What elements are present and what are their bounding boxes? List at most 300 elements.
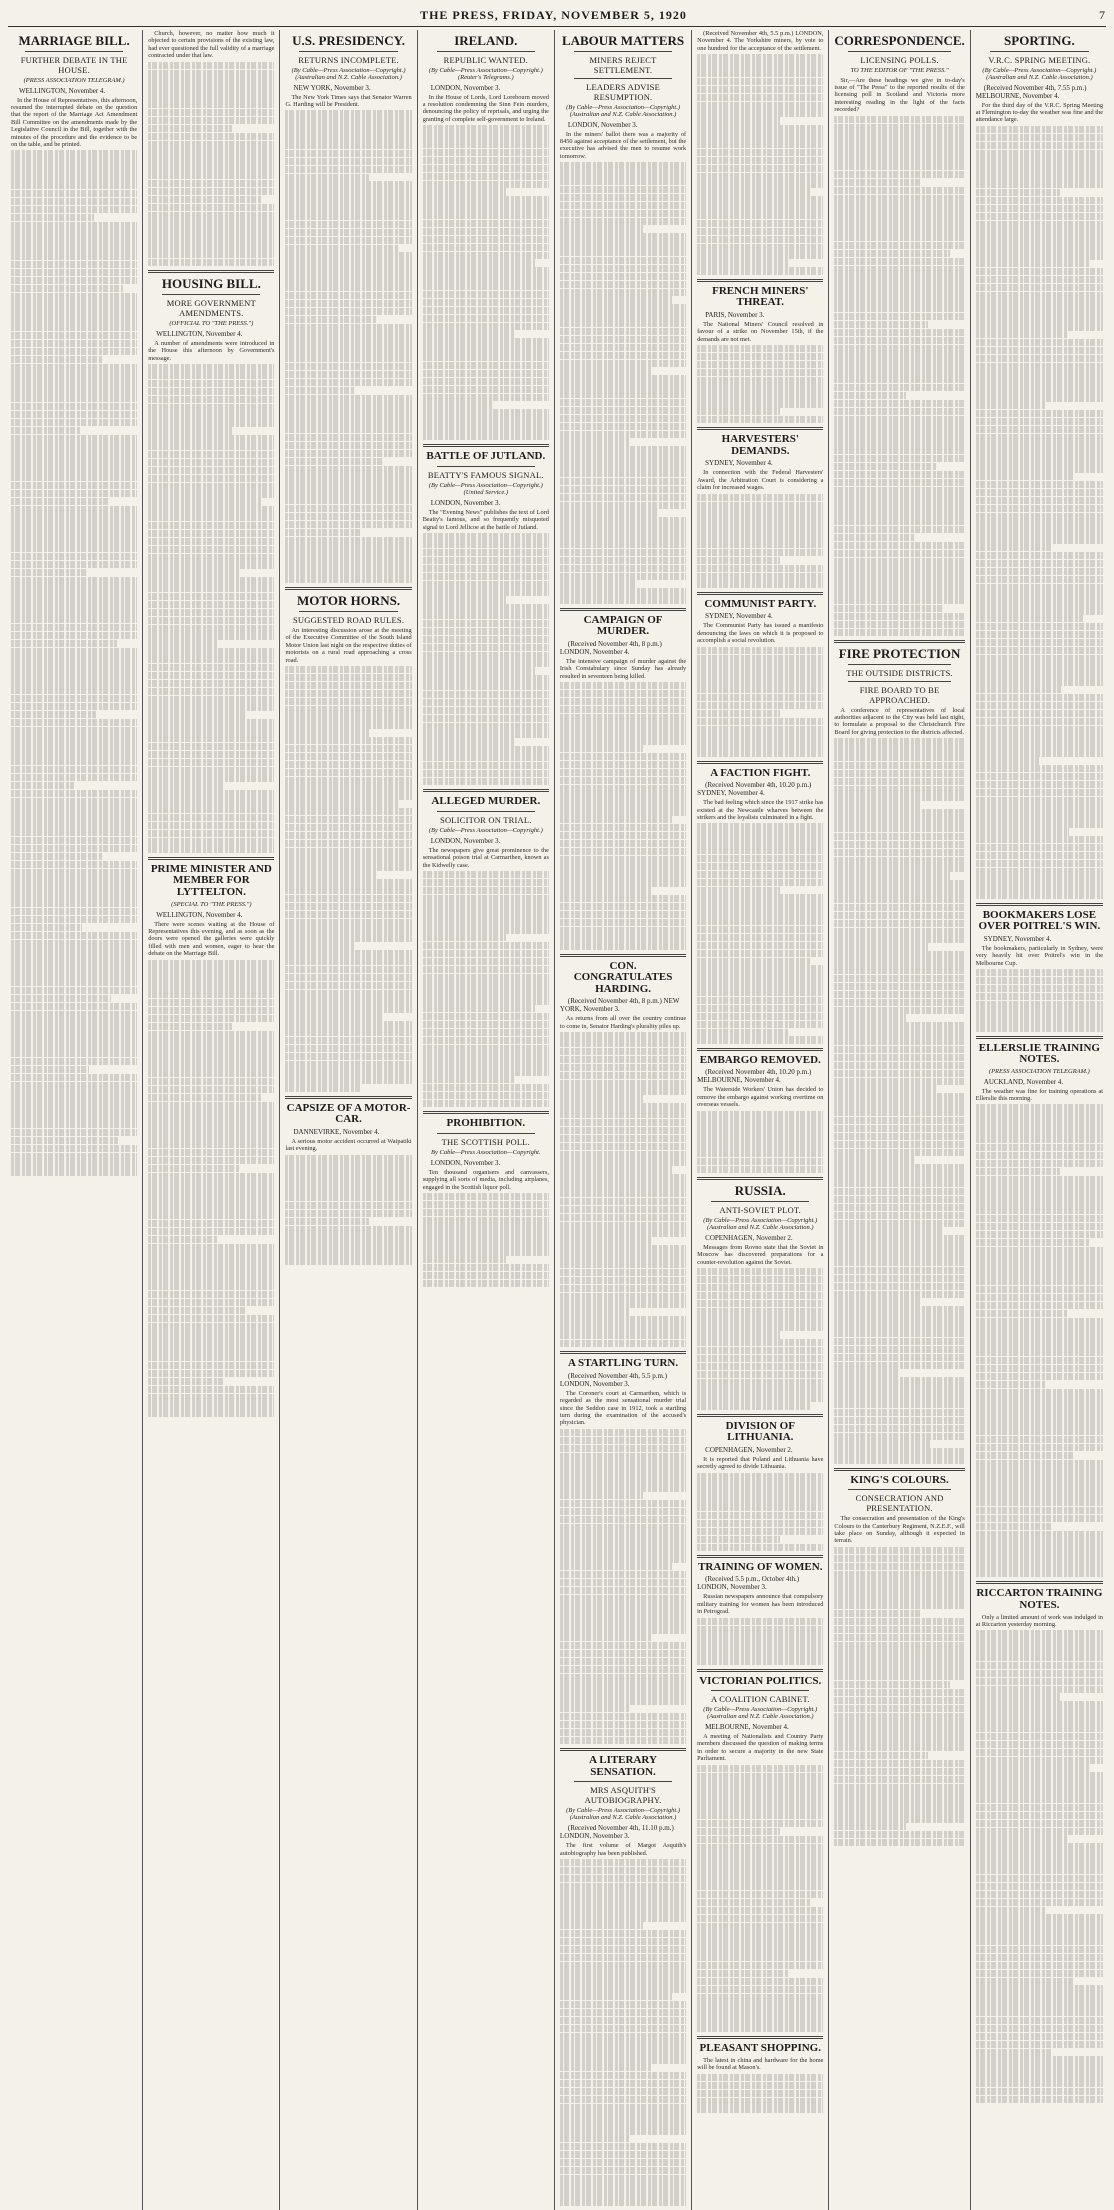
columns (6, 30, 1108, 2072)
text-line (976, 2033, 1103, 2040)
text-line (560, 549, 686, 556)
text-line (285, 698, 411, 705)
article-dateline: LONDON, November 3. (567, 120, 638, 129)
text-line (148, 688, 274, 695)
text-line (560, 1859, 686, 1866)
text-line (697, 125, 823, 132)
article-separator (697, 761, 823, 764)
article-separator (697, 427, 823, 430)
article-body: The Waterside Workers' Union has decided to remove the embargo against working overtime on overseas vessels. (697, 1086, 824, 1109)
article-source: (By Cable—Press Association—Copyright.) (Australian and N.Z. Cable Association.) (566, 1807, 680, 1822)
text-line (148, 1267, 274, 1274)
text-line (423, 533, 549, 540)
text-line (148, 1133, 274, 1140)
text-line (560, 690, 686, 697)
text-line (834, 1456, 964, 1463)
article-source: (By Cable—Press Association—Copyright.) (Australian and N.Z. Cable Association.) (982, 66, 1097, 81)
text-line (11, 845, 137, 852)
text-line (148, 1338, 274, 1345)
text-line (976, 812, 1103, 819)
text-line (834, 1555, 964, 1562)
text-line (285, 379, 411, 386)
text-line (423, 1232, 549, 1239)
text-line (148, 577, 274, 584)
text-line (697, 1111, 823, 1118)
article-headline: FRENCH MINERS' THREAT. (712, 284, 809, 309)
article-dateline: LONDON, November 3. (430, 1158, 501, 1167)
text-line (976, 1701, 1103, 1708)
text-line (148, 498, 260, 505)
text-line (560, 1954, 686, 1961)
text-line (697, 1150, 823, 1157)
text-line (11, 995, 111, 1002)
text-line (11, 1168, 137, 1175)
text-line (697, 934, 823, 941)
text-line (697, 1284, 823, 1291)
text-line (834, 163, 964, 170)
text-line (560, 1214, 686, 1221)
article-subhead: MINERS REJECT SETTLEMENT. (589, 54, 657, 75)
text-line (285, 1005, 411, 1012)
article-headline: EMBARGO REMOVED. (699, 1053, 821, 1066)
text-line (560, 273, 686, 280)
text-line (834, 518, 964, 525)
text-line (834, 975, 964, 982)
text-line (285, 919, 411, 926)
text-line (285, 497, 411, 504)
text-line (11, 1074, 137, 1081)
text-line (834, 400, 964, 407)
text-line (11, 577, 137, 584)
text-line (423, 1092, 549, 1099)
text-line (11, 632, 137, 639)
text-line (834, 1823, 906, 1830)
text-line (148, 109, 274, 116)
text-line (285, 410, 411, 417)
divider (711, 1690, 809, 1691)
text-line (834, 1385, 964, 1392)
text-line (423, 425, 549, 432)
text-line (976, 1538, 1103, 1545)
text-line (834, 1417, 964, 1424)
article-headline: ELLERSLIE TRAINING NOTES. (978, 1041, 1100, 1066)
text-line (697, 236, 823, 243)
text-line (976, 426, 1103, 433)
text-line (834, 809, 964, 816)
text-line (11, 861, 137, 868)
text-line (560, 729, 686, 736)
text-line (560, 1476, 686, 1483)
article-subhead: SUGGESTED ROAD RULES. (292, 615, 405, 626)
text-line (976, 1152, 1103, 1159)
text-line (285, 1186, 411, 1193)
article (560, 961, 686, 1355)
text-line (560, 1713, 686, 1720)
text-line (148, 196, 260, 203)
text-line (834, 1649, 964, 1656)
text-line (285, 268, 411, 275)
text-line (976, 969, 1103, 976)
text-line (148, 1346, 274, 1353)
text-line (976, 2088, 1103, 2095)
column-6 (692, 30, 829, 2210)
text-line (148, 1394, 274, 1401)
text-line (148, 782, 225, 789)
text-line (834, 1831, 964, 1838)
text-line (697, 702, 823, 709)
text-line (976, 1302, 1103, 1309)
text-line (697, 1276, 823, 1283)
text-line (148, 411, 274, 418)
text-line (11, 214, 94, 221)
text-line (11, 813, 137, 820)
text-line (697, 678, 823, 685)
text-line (560, 186, 686, 193)
text-line (560, 210, 686, 217)
text-line (148, 719, 274, 726)
text-line (834, 266, 964, 273)
text-line (11, 750, 137, 757)
text-line (976, 1922, 1103, 1929)
article-headline: PLEASANT SHOPPING. (699, 2042, 821, 2055)
text-line (834, 1188, 964, 1195)
text-line (834, 1839, 964, 1846)
text-line (11, 979, 137, 986)
text-line (11, 869, 137, 876)
article (697, 1055, 823, 1180)
text-line (423, 1272, 549, 1279)
text-line (697, 109, 823, 116)
text-line (976, 252, 1103, 259)
divider (574, 78, 672, 79)
article-headline: BATTLE OF JUTLAND. (426, 450, 546, 463)
text-line (11, 884, 137, 891)
text-line (976, 292, 1103, 299)
text-line (976, 868, 1103, 875)
text-line (423, 942, 549, 949)
text-line (285, 1218, 368, 1225)
text-line (423, 125, 549, 132)
text-line (423, 778, 549, 785)
text-line (697, 525, 823, 532)
text-line (423, 573, 549, 580)
text-line (834, 746, 964, 753)
article-subhead: REPUBLIC WANTED. (443, 54, 528, 65)
text-line (148, 1228, 274, 1235)
text-line (976, 1144, 1103, 1151)
text-line (11, 442, 137, 449)
text-line (976, 126, 1103, 133)
text-line (834, 857, 964, 864)
article-dateline: SYDNEY, November 4. (983, 934, 1052, 943)
text-line (976, 1247, 1103, 1254)
text-line (148, 617, 274, 624)
text-line (560, 233, 686, 240)
text-line (697, 1970, 788, 1977)
text-line (834, 1689, 964, 1696)
text-line (560, 2182, 686, 2189)
text-line (423, 707, 549, 714)
text-line (697, 267, 823, 274)
article-source: (PRESS ASSOCIATION TELEGRAM.) (23, 76, 125, 84)
text-line (285, 276, 411, 283)
text-line (976, 2056, 1103, 2063)
article-dateline: AUCKLAND, November 4. (983, 1077, 1064, 1086)
text-line (976, 1357, 1103, 1364)
article-text-lines (560, 1429, 686, 1744)
text-line (834, 1799, 964, 1806)
text-line (976, 1467, 1103, 1474)
text-line (976, 1954, 1103, 1961)
text-line (148, 1386, 274, 1393)
text-line (834, 155, 964, 162)
article-body: The Communist Party has issued a manifesto denouncing the laws on which it is proposed to accomplish a social revolution. (697, 622, 824, 645)
text-line (976, 993, 1103, 1000)
text-line (976, 2072, 1103, 2079)
text-line (285, 197, 411, 204)
text-line (285, 1233, 411, 1240)
text-line (976, 844, 1103, 851)
text-line (976, 1318, 1103, 1325)
text-line (834, 754, 964, 761)
text-line (423, 730, 549, 737)
text-line (697, 541, 823, 548)
text-line (834, 1070, 964, 1077)
text-line (976, 860, 1103, 867)
text-line (976, 1523, 1054, 1530)
text-line (148, 561, 274, 568)
text-line (148, 85, 274, 92)
article-separator (560, 1351, 686, 1354)
text-line (285, 784, 411, 791)
text-line (148, 156, 274, 163)
article (423, 1118, 549, 1287)
text-line (560, 800, 686, 807)
text-line (148, 546, 274, 553)
text-line (285, 1249, 411, 1256)
text-line (560, 721, 686, 728)
text-line (697, 1875, 823, 1882)
text-line (423, 157, 549, 164)
text-line (423, 236, 549, 243)
text-line (560, 1650, 686, 1657)
text-line (834, 494, 964, 501)
divider (437, 466, 535, 467)
text-line (697, 86, 823, 93)
text-line (423, 620, 549, 627)
text-line (976, 1341, 1103, 1348)
text-line (285, 950, 411, 957)
text-line (148, 703, 274, 710)
text-line (834, 1259, 964, 1266)
text-line (148, 1283, 274, 1290)
text-line (834, 1626, 964, 1633)
text-line (560, 1316, 686, 1323)
article-dateline: (Received November 4th, 8 p.m.) LONDON, November 4. (559, 639, 662, 656)
text-line (285, 473, 411, 480)
text-line (697, 1780, 823, 1787)
text-line (976, 244, 1103, 251)
text-line (11, 687, 137, 694)
text-line (976, 1562, 1103, 1569)
text-line (560, 407, 686, 414)
text-line (976, 1231, 1103, 1238)
article-headline: COMMUNIST PARTY. (704, 597, 817, 610)
text-line (148, 1401, 274, 1408)
text-line (976, 891, 1103, 898)
text-line (423, 950, 549, 957)
text-line (834, 1547, 964, 1554)
text-line (834, 1448, 964, 1455)
text-line (423, 291, 549, 298)
article-separator (834, 1468, 964, 1471)
article (697, 599, 823, 764)
text-line (148, 830, 274, 837)
text-line (834, 1164, 964, 1171)
text-line (285, 682, 411, 689)
text-line (697, 1323, 823, 1330)
article-body: The first volume of Margot Asquith's autobiography has been published. (559, 1842, 687, 1857)
text-line (834, 605, 944, 612)
article-body: It is reported that Poland and Lithuania have secretly agreed to divide Lithuania. (697, 1455, 824, 1471)
text-line (285, 126, 411, 133)
text-line (976, 197, 1103, 204)
text-line (148, 1196, 274, 1203)
text-line (834, 1433, 964, 1440)
text-line (976, 1828, 1103, 1835)
text-line (423, 596, 506, 603)
text-line (560, 911, 686, 918)
text-line (560, 328, 686, 335)
text-line (560, 202, 686, 209)
text-line (148, 148, 274, 155)
article-dateline: LONDON, November 3. (430, 836, 501, 845)
text-line (423, 1256, 506, 1263)
text-line (834, 1752, 928, 1759)
text-line (285, 942, 354, 949)
text-line (148, 814, 274, 821)
text-line (697, 1788, 823, 1795)
text-line (834, 195, 964, 202)
text-line (976, 852, 1103, 859)
text-line (560, 502, 686, 509)
text-line (560, 1064, 686, 1071)
text-line (148, 188, 274, 195)
text-line (285, 690, 411, 697)
text-line (148, 1323, 274, 1330)
text-line (285, 576, 411, 583)
column-4 (418, 30, 555, 2210)
text-line (697, 2105, 823, 2112)
text-line (834, 1022, 964, 1029)
text-line (560, 895, 686, 902)
text-line (148, 1086, 274, 1093)
text-line (11, 529, 137, 536)
article-headline: CAMPAIGN OF MURDER. (583, 613, 663, 638)
text-line (560, 478, 686, 485)
text-line (697, 887, 780, 894)
text-line (560, 1135, 686, 1142)
text-line (976, 1420, 1103, 1427)
text-line (976, 1843, 1103, 1850)
text-line (834, 1697, 964, 1704)
divider (299, 611, 397, 612)
text-line (834, 1425, 964, 1432)
article-separator (697, 1555, 823, 1558)
text-line (560, 1190, 686, 1197)
text-line (148, 1149, 274, 1156)
text-line (560, 1158, 686, 1165)
text-line (697, 573, 823, 580)
text-line (285, 181, 411, 188)
text-line (697, 1339, 823, 1346)
text-line (697, 926, 823, 933)
text-line (976, 1570, 1103, 1577)
text-line (834, 1322, 964, 1329)
text-line (834, 1007, 964, 1014)
text-line (148, 743, 274, 750)
text-line (976, 1176, 1103, 1183)
text-line (697, 1331, 780, 1338)
text-line (560, 777, 686, 784)
text-line (697, 2090, 823, 2097)
text-line (148, 180, 274, 187)
text-line (976, 2080, 1103, 2087)
text-line (976, 797, 1103, 804)
text-line (11, 1066, 89, 1073)
text-line (976, 883, 1103, 890)
text-line (697, 1978, 823, 1985)
text-line (976, 1899, 1103, 1906)
text-line (11, 1113, 137, 1120)
text-line (560, 1962, 686, 1969)
text-line (697, 1994, 823, 2001)
article-headline: ALLEGED MURDER. (431, 795, 541, 808)
text-line (560, 1300, 686, 1307)
text-line (697, 1166, 823, 1173)
article-subhead: LICENSING POLLS. (860, 54, 939, 65)
text-line (834, 139, 964, 146)
text-line (697, 847, 823, 854)
text-line (976, 1678, 1103, 1685)
text-line (285, 737, 411, 744)
text-line (560, 194, 686, 201)
text-line (423, 754, 549, 761)
text-line (697, 361, 823, 368)
text-line (148, 1094, 260, 1101)
text-line (697, 509, 823, 516)
text-line (697, 1946, 823, 1953)
article-text-lines (697, 823, 823, 1043)
article-body: In the House of Lords, Lord Lorebourn moved a resolution condemning the Sinn Fein murders, denouncing the policy of reprisals, and urging the granting of complete self-government to Ireland. (422, 93, 549, 123)
text-line (697, 377, 823, 384)
text-line (148, 1007, 274, 1014)
text-line (976, 789, 1103, 796)
divider (162, 294, 260, 295)
text-line (976, 268, 1103, 275)
text-line (834, 147, 964, 154)
text-line (560, 1890, 686, 1897)
text-line (697, 670, 823, 677)
article-subhead: RETURNS INCOMPLETE. (298, 54, 399, 65)
text-line (976, 1191, 1103, 1198)
article-dateline: WELLINGTON, November 4. (19, 86, 106, 95)
text-line (285, 1045, 411, 1052)
text-line (285, 769, 411, 776)
article-dateline: PARIS, November 3. (705, 310, 765, 319)
text-line (11, 853, 103, 860)
article-source: (By Cable—Press Association—Copyright.) (Australian and N.Z. Cable Association.) (703, 1706, 818, 1721)
